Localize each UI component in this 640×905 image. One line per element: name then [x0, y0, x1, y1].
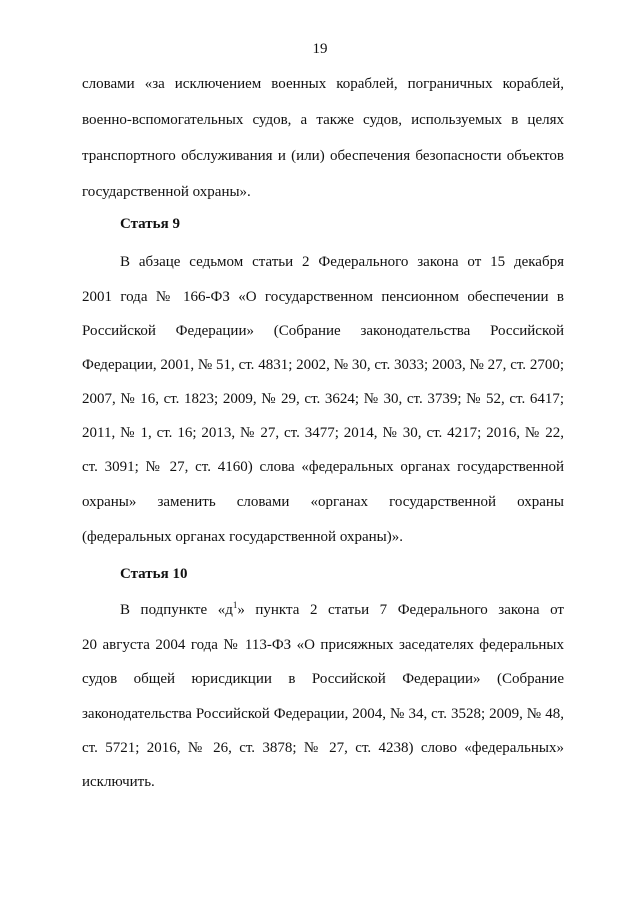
body-line: 2001 года № 166-ФЗ «О государственном пенсионном обеспечении в: [82, 289, 564, 305]
body-text: В подпункте «д: [120, 602, 233, 618]
body-line: 2007, № 16, ст. 1823; 2009, № 29, ст. 3624; № 30, ст. 3739; № 52, ст. 6417;: [82, 391, 564, 407]
body-line: военно-вспомогательных судов, а также судов, используемых в целях: [82, 112, 564, 128]
body-line: (федеральных органах государственной охраны)».: [82, 529, 403, 545]
body-line: исключить.: [82, 774, 155, 790]
body-line: 20 августа 2004 года № 113-ФЗ «О присяжных заседателях федеральных: [82, 637, 564, 653]
superscript: 1: [232, 600, 238, 610]
body-line: транспортного обслуживания и (или) обеспечения безопасности объектов: [82, 148, 564, 164]
body-line: 2011, № 1, ст. 16; 2013, № 27, ст. 3477; 2014, № 30, ст. 4217; 2016, № 22,: [82, 425, 564, 441]
article-heading: Статья 10: [120, 566, 188, 582]
body-line: ст. 5721; 2016, № 26, ст. 3878; № 27, ст. 4238) слово «федеральных»: [82, 740, 564, 756]
body-line: ст. 3091; № 27, ст. 4160) слова «федеральных органах государственной: [82, 459, 564, 475]
body-line: [120, 601, 564, 619]
article-heading: Статья 9: [120, 216, 180, 232]
body-line: охраны» заменить словами «органах государственной охраны: [82, 494, 564, 510]
body-line: словами «за исключением военных кораблей, пограничных кораблей,: [82, 76, 564, 92]
body-line: В абзаце седьмом статьи 2 Федерального закона от 15 декабря: [120, 254, 564, 270]
body-line: Федерации, 2001, № 51, ст. 4831; 2002, № 30, ст. 3033; 2003, № 27, ст. 2700;: [82, 357, 564, 373]
body-line: государственной охраны».: [82, 184, 251, 200]
body-text: » пункта 2 статьи 7 Федерального закона от: [237, 602, 564, 618]
body-line: законодательства Российской Федерации, 2004, № 34, ст. 3528; 2009, № 48,: [82, 706, 564, 722]
page-number: 19: [312, 41, 328, 57]
body-line: судов общей юрисдикции в Российской Федерации» (Собрание: [82, 671, 564, 687]
body-line: Российской Федерации» (Собрание законодательства Российской: [82, 323, 564, 339]
